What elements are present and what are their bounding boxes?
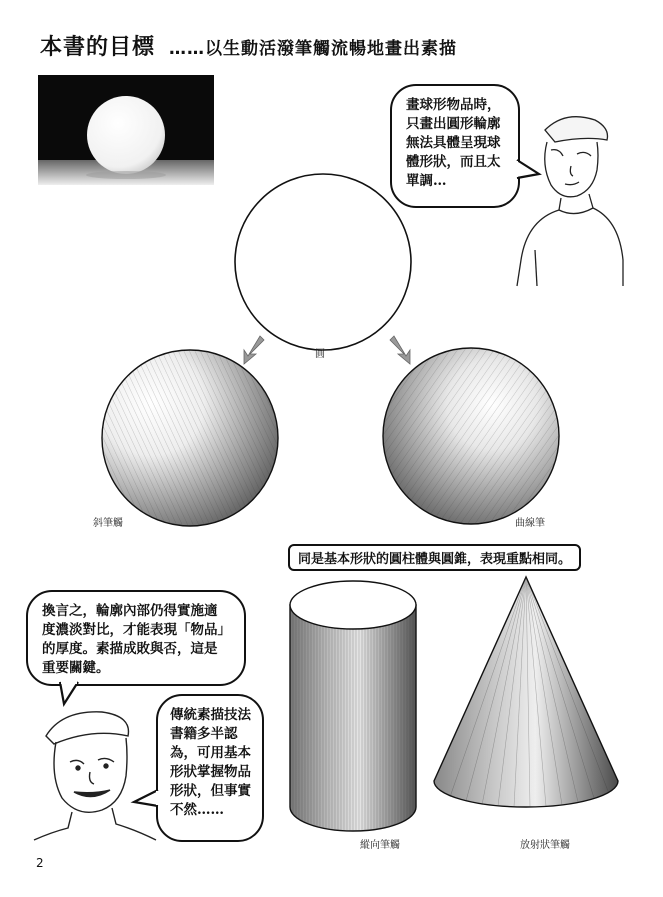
- circle-outline: [233, 172, 413, 352]
- curved-stroke-label: 曲線筆: [515, 518, 545, 529]
- speech-bubble-left-text: 換言之，輪廓內部仍得實施適度濃淡對比，才能表現「物品」的厚度。素描成敗與否，這是重要關鍵。: [42, 603, 225, 676]
- boy-illustration-bottom: [32, 706, 157, 841]
- title-main: 本書的目標: [40, 35, 156, 60]
- speech-bubble-bottom: [156, 694, 264, 842]
- speech-bubble-left: [26, 590, 246, 686]
- cylinder-vertical-stroke: [286, 575, 420, 837]
- speech-bubble-bottom-tail: [134, 790, 160, 814]
- speech-bubble-bottom-text: 傳統素描技法書籍多半認為，可用基本形狀掌握物品形狀，但事實不然……: [170, 707, 251, 818]
- radial-stroke-label: 放射狀筆觸: [520, 840, 570, 851]
- sphere-diagonal-stroke: [99, 347, 281, 529]
- sphere-curved-stroke: [380, 345, 562, 527]
- shapes-caption: 同是基本形狀的圓柱體與圓錐，表現重點相同。: [288, 544, 581, 571]
- page-title: [40, 30, 457, 61]
- diagonal-stroke-label: 斜筆觸: [93, 518, 123, 529]
- page-number: 2: [36, 856, 44, 870]
- title-subtitle: ……以生動活潑筆觸流暢地畫出素描: [169, 39, 458, 59]
- boy-illustration-top: [515, 110, 625, 290]
- vertical-stroke-label: 縱向筆觸: [360, 840, 400, 851]
- circle-label: 圓: [315, 349, 325, 360]
- cone-radial-stroke: [430, 575, 622, 837]
- ball-photo: [38, 75, 214, 185]
- speech-bubble-top-text: 畫球形物品時，只畫出圓形輪廓無法具體呈現球體形狀，而且太單調…: [406, 97, 501, 189]
